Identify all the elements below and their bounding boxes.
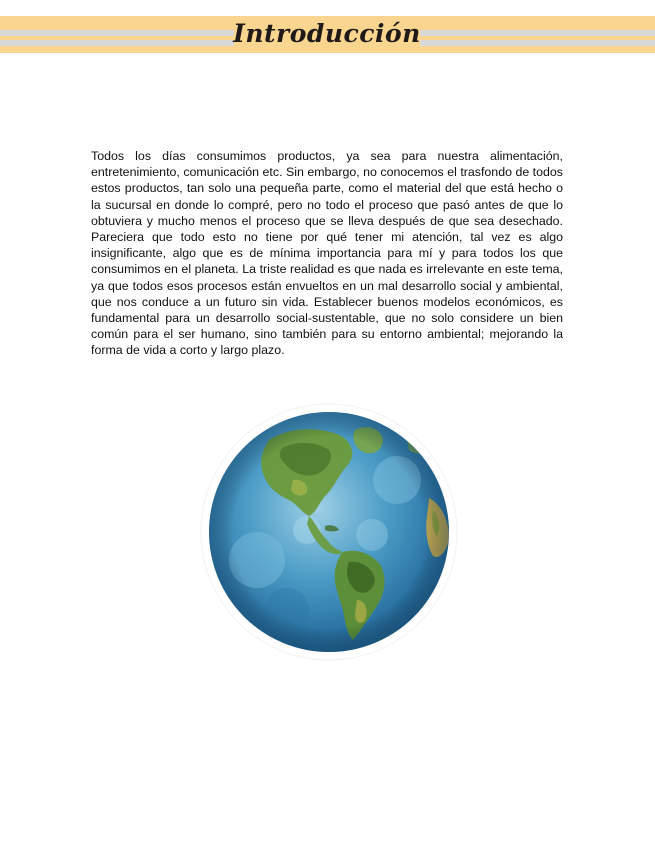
page-title: Introducción [233, 19, 421, 48]
earth-globe-watercolor-icon [197, 400, 461, 664]
intro-paragraph: Todos los días consumimos productos, ya sea para nuestra alimentación, entretenimiento, comunicación etc. Sin embargo, no conocemos el trasfondo de todos estos productos, tan solo una pequeña parte, como el material del que está hecho o la sucursal en donde lo compré, pero no todo el proceso que pasó antes de que lo obtuviera y mucho menos el proceso que se lleva después de que sea desechado. Pareciera que todo esto no tiene por qué tener mi atención, tal vez es algo insignificante, algo que es de mínima importancia para mí y para todos los que consumimos en el planeta. La triste realidad es que nada es irrelevante en este tema, ya que todos esos procesos están envueltos en un mal desarrollo social y ambiental, que nos conduce a un futuro sin vida. Establecer buenos modelos económicos, es fundamental para un desarrollo social-sustentable, que no solo considere un bien común para el ser humano, sino también para su entorno ambiental; mejorando la forma de vida a corto y largo plazo. [91, 149, 563, 358]
header-title-box [234, 17, 420, 50]
globe-illustration [197, 400, 461, 664]
